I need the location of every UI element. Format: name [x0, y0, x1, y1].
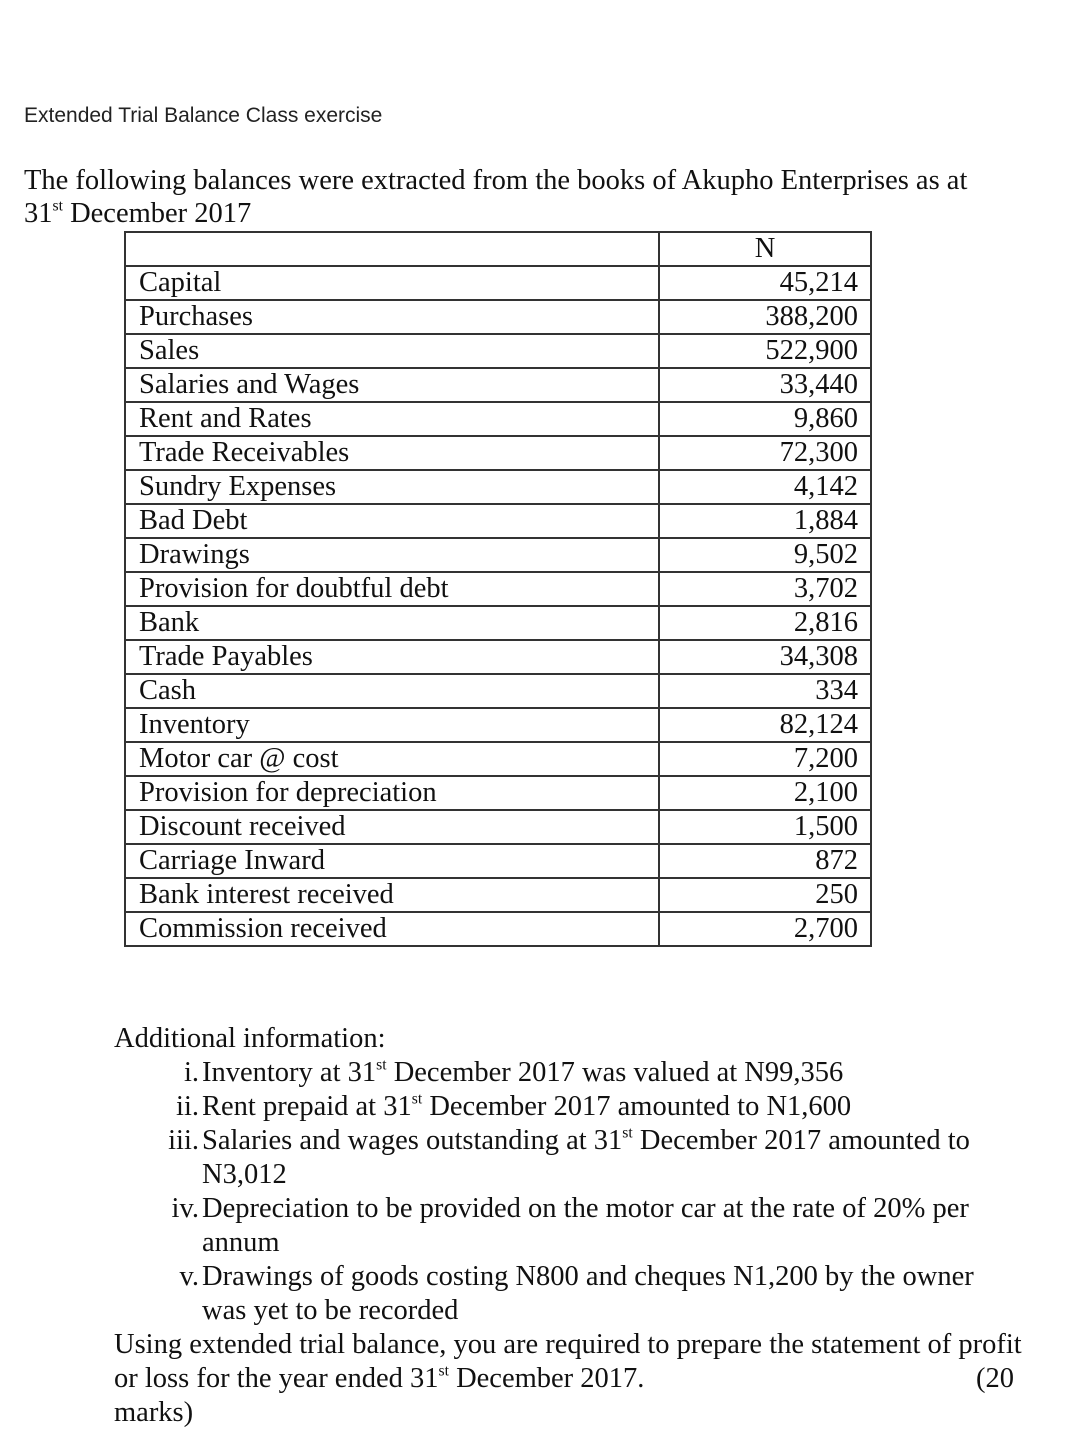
requirement-date-rest: December 2017. [448, 1363, 645, 1394]
list-item [114, 1192, 1024, 1260]
list-item-number: iv. [171, 1193, 199, 1224]
table-row [125, 504, 871, 538]
intro-date-day: 31 [24, 198, 53, 229]
list-item-number: i. [183, 1057, 199, 1088]
list-item-text [202, 1056, 1024, 1090]
table-row [125, 878, 871, 912]
table-row [125, 436, 871, 470]
account-amount: 7,200 [659, 742, 871, 776]
account-amount: 9,502 [659, 538, 871, 572]
table-row [125, 708, 871, 742]
account-name: Trade Payables [125, 640, 659, 674]
account-amount: 388,200 [659, 300, 871, 334]
account-amount: 33,440 [659, 368, 871, 402]
table-row [125, 334, 871, 368]
list-item-text-rest: December 2017 amounted to N3,012 [202, 1125, 970, 1190]
table-row [125, 674, 871, 708]
account-amount: 82,124 [659, 708, 871, 742]
list-item-number: ii. [176, 1091, 199, 1122]
additional-information [114, 1022, 1024, 1430]
table-row [125, 844, 871, 878]
account-name: Cash [125, 674, 659, 708]
account-name: Salaries and Wages [125, 368, 659, 402]
list-item [114, 1090, 1024, 1124]
intro-date-rest: December 2017 [62, 198, 252, 229]
table-row [125, 470, 871, 504]
date-suffix: st [622, 1124, 633, 1142]
table-row [125, 402, 871, 436]
list-item-text [202, 1260, 1024, 1328]
requirement-paragraph [114, 1328, 1024, 1430]
table-row [125, 266, 871, 300]
account-name: Bad Debt [125, 504, 659, 538]
header-blank-cell [125, 232, 659, 266]
additional-info-title: Additional information: [114, 1023, 386, 1054]
list-item-text-main: Salaries and wages outstanding at 31 [202, 1125, 623, 1156]
requirement-text: Using extended trial balance, you are required to prepare the statement of profit or loss for the year ended 31 [114, 1329, 1022, 1394]
account-name: Purchases [125, 300, 659, 334]
list-item-number: v. [179, 1261, 199, 1292]
account-name: Motor car @ cost [125, 742, 659, 776]
account-amount: 45,214 [659, 266, 871, 300]
account-amount: 1,500 [659, 810, 871, 844]
list-item [114, 1056, 1024, 1090]
date-suffix: st [376, 1056, 387, 1074]
table-row [125, 606, 871, 640]
table-row [125, 810, 871, 844]
table-row [125, 912, 871, 946]
table-row [125, 572, 871, 606]
account-amount: 2,700 [659, 912, 871, 946]
account-amount: 34,308 [659, 640, 871, 674]
requirement-date-suffix: st [438, 1362, 449, 1380]
table-row [125, 368, 871, 402]
table-row [125, 640, 871, 674]
marks-close: marks) [114, 1397, 194, 1428]
account-name: Discount received [125, 810, 659, 844]
list-item [114, 1124, 1024, 1192]
account-name: Commission received [125, 912, 659, 946]
list-item-text-main: Inventory at 31 [202, 1057, 377, 1088]
account-name: Sundry Expenses [125, 470, 659, 504]
account-amount: 2,816 [659, 606, 871, 640]
account-amount: 4,142 [659, 470, 871, 504]
marks-open: (20 [976, 1363, 1014, 1394]
account-name: Trade Receivables [125, 436, 659, 470]
account-amount: 522,900 [659, 334, 871, 368]
account-amount: 872 [659, 844, 871, 878]
account-amount: 3,702 [659, 572, 871, 606]
account-name: Provision for doubtful debt [125, 572, 659, 606]
trial-balance-table [124, 231, 872, 947]
list-item-text [202, 1090, 1024, 1124]
account-name: Drawings [125, 538, 659, 572]
intro-date-suffix: st [52, 197, 63, 215]
table-row [125, 538, 871, 572]
list-item-text [202, 1192, 1024, 1260]
list-item [114, 1260, 1024, 1328]
account-amount: 1,884 [659, 504, 871, 538]
account-name: Carriage Inward [125, 844, 659, 878]
list-item-text-rest: December 2017 was valued at N99,356 [386, 1057, 844, 1088]
account-name: Sales [125, 334, 659, 368]
table-row [125, 300, 871, 334]
table-row [125, 742, 871, 776]
table-header-row [125, 232, 871, 266]
list-item-text-main: Depreciation to be provided on the motor car at the rate of 20% per annum [202, 1193, 969, 1258]
account-name: Inventory [125, 708, 659, 742]
date-suffix: st [411, 1090, 423, 1108]
list-item-text-main: Drawings of goods costing N800 and cheques N1,200 by the owner was yet to be recorded [202, 1261, 974, 1326]
additional-info-list [114, 1056, 1024, 1328]
account-name: Rent and Rates [125, 402, 659, 436]
table-row [125, 776, 871, 810]
list-item-number: iii. [168, 1125, 199, 1156]
account-amount: 72,300 [659, 436, 871, 470]
exercise-heading: Extended Trial Balance Class exercise [24, 104, 383, 127]
intro-text: The following balances were extracted from the books of Akupho Enterprises as at [24, 165, 968, 196]
intro-paragraph [24, 164, 1034, 230]
currency-header: N [659, 232, 871, 266]
account-name: Bank interest received [125, 878, 659, 912]
account-amount: 334 [659, 674, 871, 708]
account-name: Provision for depreciation [125, 776, 659, 810]
account-amount: 9,860 [659, 402, 871, 436]
list-item-text-main: Rent prepaid at 31 [202, 1091, 412, 1122]
list-item-text [202, 1124, 1024, 1192]
account-amount: 2,100 [659, 776, 871, 810]
account-amount: 250 [659, 878, 871, 912]
account-name: Capital [125, 266, 659, 300]
account-name: Bank [125, 606, 659, 640]
list-item-text-rest: December 2017 amounted to N1,600 [422, 1091, 852, 1122]
